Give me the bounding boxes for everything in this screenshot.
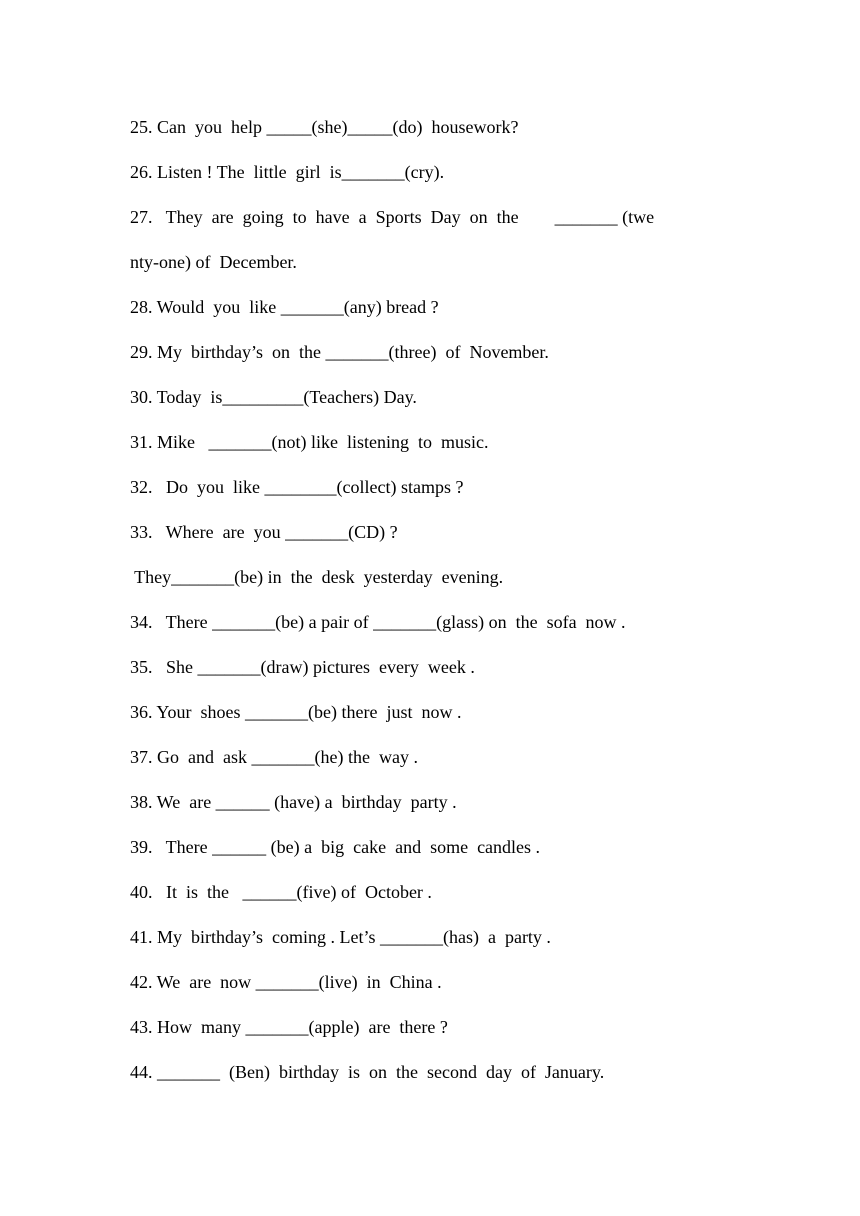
- question-39: 39. There ______ (be) a big cake and some candles .: [130, 837, 541, 857]
- question-28: 28. Would you like _______(any) bread ?: [130, 297, 439, 317]
- question-31: 31. Mike _______(not) like listening to music.: [130, 432, 489, 452]
- question-35: 35. She _______(draw) pictures every week .: [130, 657, 475, 677]
- question-42: 42. We are now _______(live) in China .: [130, 972, 442, 992]
- question-32: 32. Do you like ________(collect) stamps ?: [130, 477, 464, 497]
- question-41: 41. My birthday’s coming . Let’s _______(has) a party .: [130, 927, 551, 947]
- question-27-continuation: nty-one) of December.: [130, 252, 297, 272]
- question-40: 40. It is the ______(five) of October .: [130, 882, 432, 902]
- question-43: 43. How many _______(apple) are there ?: [130, 1017, 448, 1037]
- question-29: 29. My birthday’s on the _______(three) of November.: [130, 342, 549, 362]
- question-26: 26. Listen ! The little girl is_______(cry).: [130, 162, 445, 182]
- question-34: 34. There _______(be) a pair of _______(glass) on the sofa now .: [130, 612, 626, 632]
- question-33-extra-line: They_______(be) in the desk yesterday evening.: [130, 567, 504, 587]
- question-36: 36. Your shoes _______(be) there just now .: [130, 702, 462, 722]
- question-30: 30. Today is_________(Teachers) Day.: [130, 387, 417, 407]
- question-44: 44. _______ (Ben) birthday is on the second day of January.: [130, 1062, 605, 1082]
- question-25: 25. Can you help _____(she)_____(do) housework?: [130, 117, 519, 137]
- question-27: 27. They are going to have a Sports Day on the _______ (twe: [130, 207, 655, 227]
- question-38: 38. We are ______ (have) a birthday party .: [130, 792, 457, 812]
- question-33: 33. Where are you _______(CD) ?: [130, 522, 398, 542]
- question-37: 37. Go and ask _______(he) the way .: [130, 747, 418, 767]
